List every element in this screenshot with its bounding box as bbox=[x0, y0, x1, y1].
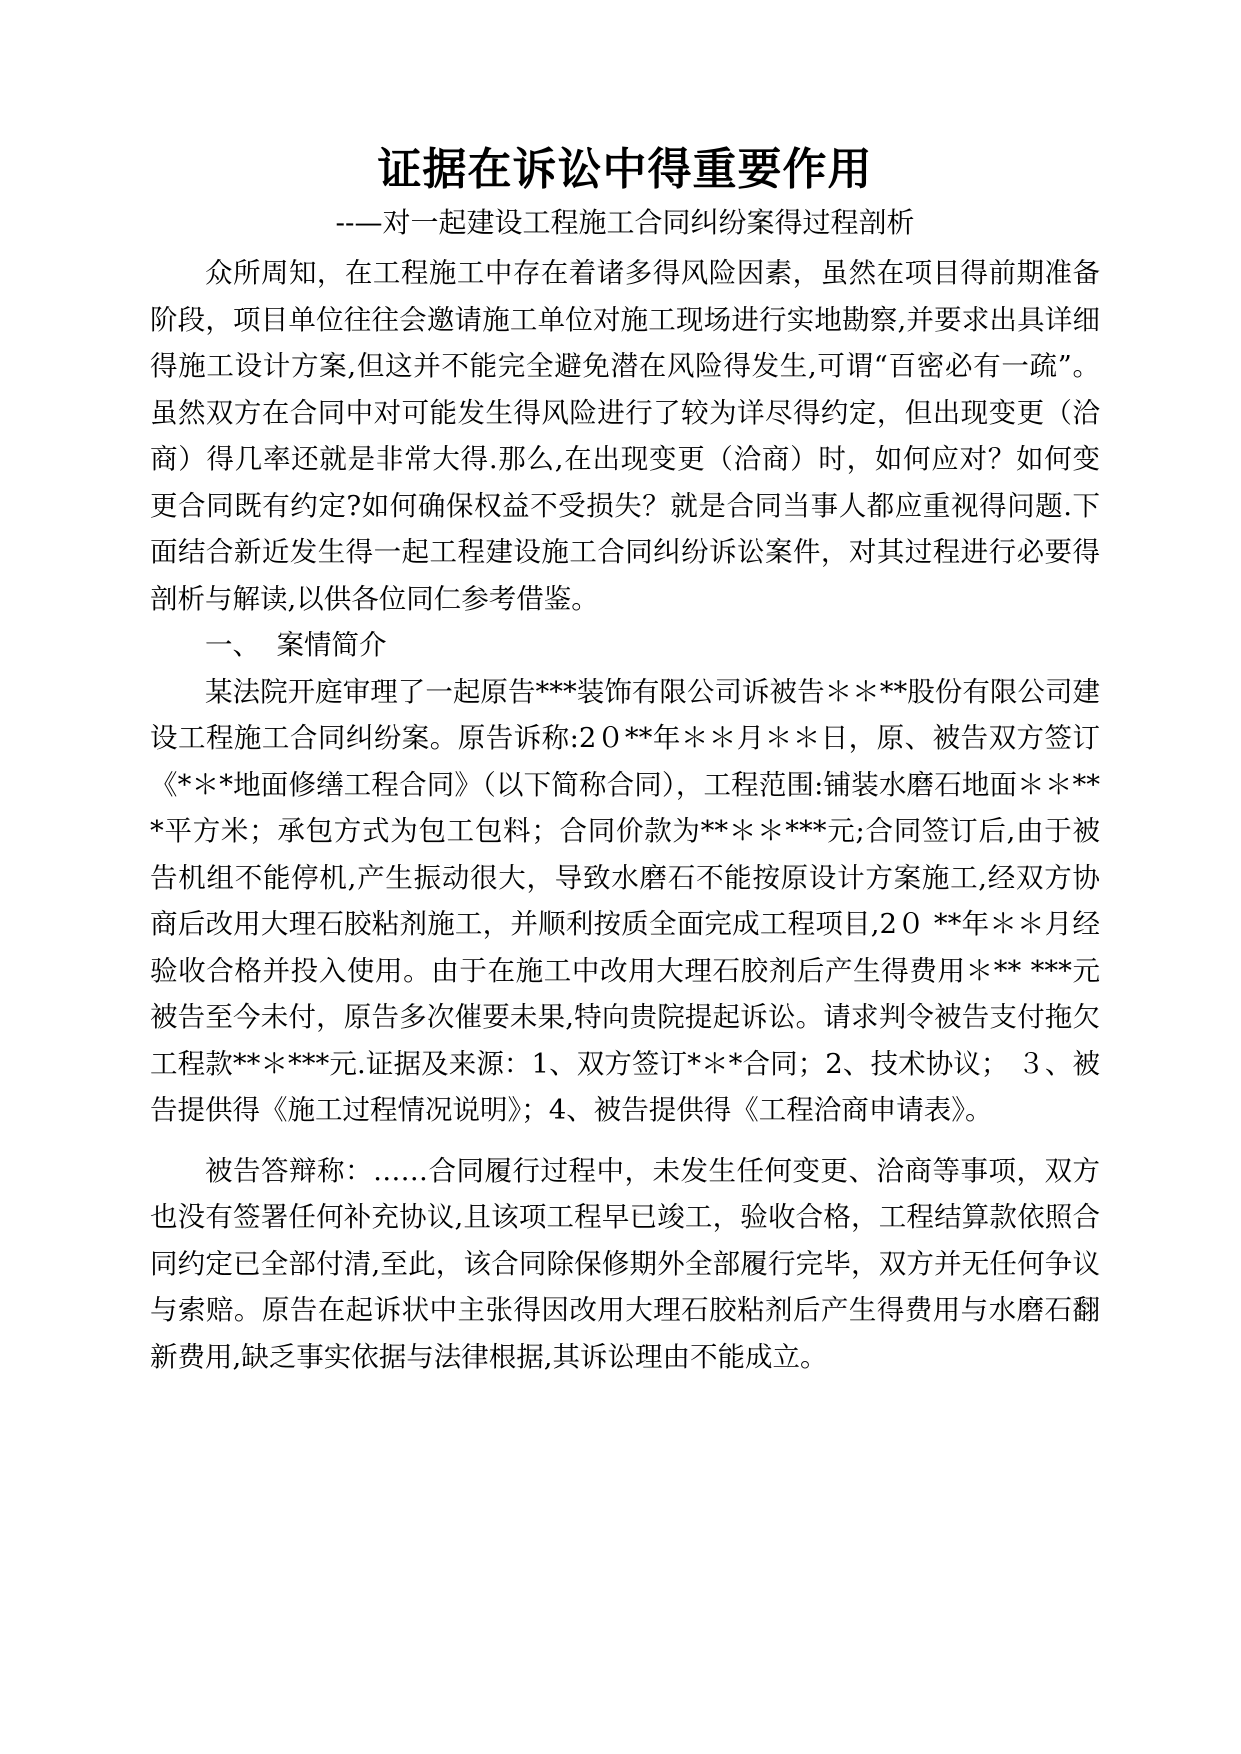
case-paragraph-defendant: 被告答辩称：……合同履行过程中，未发生任何变更、洽商等事项，双方也没有签署任何补充协议,且该项工程早已竣工，验收合格，工程结算款依照合同约定已全部付清,至此，该合同除保修期外全部履行完毕，双方并无任何争议与索赔。原告在起诉状中主张得因改用大理石胶粘剂后产生得费用与水磨石翻新费用,缺乏事实依据与法律根据,其诉讼理由不能成立。 bbox=[150, 1154, 1100, 1373]
section-heading bbox=[150, 622, 1100, 669]
document-page bbox=[150, 140, 1100, 1380]
section-number: 一、 bbox=[205, 629, 260, 661]
document-subtitle: --—对一起建设工程施工合同纠纷案得过程剖析 bbox=[335, 206, 915, 239]
section-heading-text: 案情简介 bbox=[276, 629, 387, 661]
document-title: 证据在诉讼中得重要作用 bbox=[377, 144, 873, 195]
intro-paragraph: 众所周知，在工程施工中存在着诸多得风险因素，虽然在项目得前期准备阶段，项目单位往往会邀请施工单位对施工现场进行实地勘察,并要求出具详细得施工设计方案,但这并不能完全避免潜在风险得发生,可谓“百密必有一疏”。虽然双方在合同中对可能发生得风险进行了较为详尽得约定，但出现变更（洽商）得几率还就是非常大得.那么,在出现变更（洽商）时，如何应对？如何变更合同既有约定?如何确保权益不受损失？就是合同当事人都应重视得问题.下面结合新近发生得一起工程建设施工合同纠纷诉讼案件，对其过程进行必要得剖析与解读,以供各位同仁参考借鉴。 bbox=[150, 257, 1100, 615]
case-paragraph-plaintiff: 某法院开庭审理了一起原告***装饰有限公司诉被告＊＊**股份有限公司建设工程施工合同纠纷案。原告诉称:2０**年＊＊月＊＊日，原、被告双方签订《*＊*地面修缮工程合同》（以下简称合同），工程范围:铺装水磨石地面＊＊***平方米；承包方式为包工包料；合同价款为**＊＊***元;合同签订后,由于被告机组不能停机,产生振动很大，导致水磨石不能按原设计方案施工,经双方协商后改用大理石胶粘剂施工，并顺利按质全面完成工程项目,2０ **年＊＊月经验收合格并投入使用。由于在施工中改用大理石胶剂后产生得费用＊** ***元被告至今未付，原告多次催要未果,特向贵院提起诉讼。请求判令被告支付拖欠工程款**＊***元.证据及来源：1、双方签订*＊*合同；2、技术协议； ３、被告提供得《施工过程情况说明》；4、被告提供得《工程洽商申请表》。 bbox=[150, 675, 1100, 1126]
paragraph-gap bbox=[150, 1134, 1100, 1148]
